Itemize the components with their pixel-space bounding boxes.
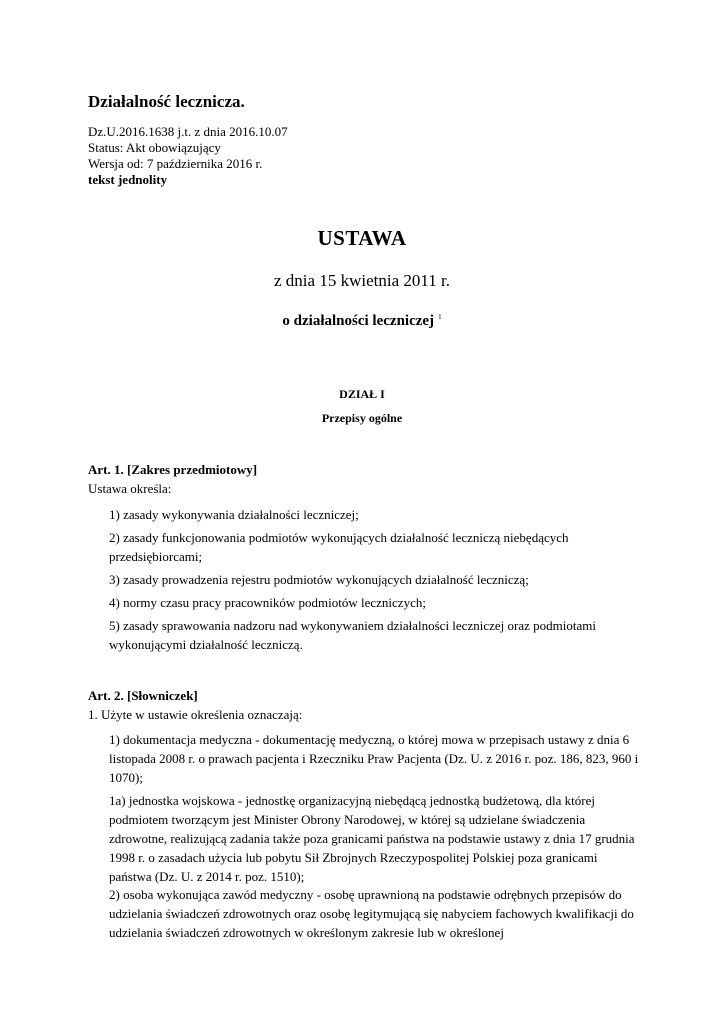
art1-heading: Art. 1. [Zakres przedmiotowy] [88,462,258,477]
act-date: z dnia 15 kwietnia 2011 r. [274,271,450,290]
meta-version: Wersja od: 7 października 2016 r. [88,156,263,171]
list-item: 3) zasady prowadzenia rejestru podmiotów wykonujących działalność leczniczą; [109,572,529,587]
art2-heading: Art. 2. [Słowniczek] [88,688,198,703]
meta-journal: Dz.U.2016.1638 j.t. z dnia 2016.10.07 [88,124,288,139]
document-title: Działalność lecznicza. [88,92,245,111]
list-item: 4) normy czasu pracy pracowników podmiotów leczniczych; [109,595,426,610]
division-label: DZIAŁ I [339,387,385,401]
act-heading: USTAWA [317,226,407,250]
meta-consolidated: tekst jednolity [88,172,168,187]
act-subject-text: o działalności leczniczej [282,313,435,329]
list-item: 5) zasady sprawowania nadzoru nad wykonywaniem działalności leczniczej oraz podmiotami wykonującymi działalność leczniczą. [109,618,596,652]
art1-lead: Ustawa określa: [88,481,172,496]
meta-status: Status: Akt obowiązujący [88,140,221,155]
division-title: Przepisy ogólne [321,411,403,425]
list-item: 2) osoba wykonująca zawód medyczny - osobę uprawnioną na podstawie odrębnych przepisów do udzielania świadczeń zdrowotnych oraz osobę legitymującą się nabyciem fachowych kwalifikacji do udzielania świadczeń zdrowotnych w określonym zakresie lub w określonej [109,887,634,940]
footnote-ref: 1 [438,313,442,321]
art2-lead: 1. Użyte w ustawie określenia oznaczają: [88,707,303,722]
list-item: 1a) jednostka wojskowa - jednostkę organizacyjną niebędącą jednostką budżetową, dla której podmiotem tworzącym jest Minister Obrony Narodowej, w której są udzielane świadczenia zdrowotne, realizującą zadania także poza granicami państwa na podstawie ustawy z dnia 17 grudnia 1998 r. o zasadach użycia lub pobytu Sił Zbrojnych Rzeczypospolitej Polskiej poza granicami państwa (Dz. U. z 2014 r. poz. 1510); [109,793,635,884]
list-item: 2) zasady funkcjonowania podmiotów wykonujących działalność leczniczą niebędących przedsiębiorcami; [109,530,569,564]
list-item: 1) zasady wykonywania działalności leczniczej; [109,507,359,522]
act-subject [0,313,724,330]
list-item: 1) dokumentacja medyczna - dokumentację medyczną, o której mowa w przepisach ustawy z dnia 6 listopada 2008 r. o prawach pacjenta i Rzeczniku Praw Pacjenta (Dz. U. z 2016 r. poz. 186, 823, 960 i 1070); [109,732,639,785]
